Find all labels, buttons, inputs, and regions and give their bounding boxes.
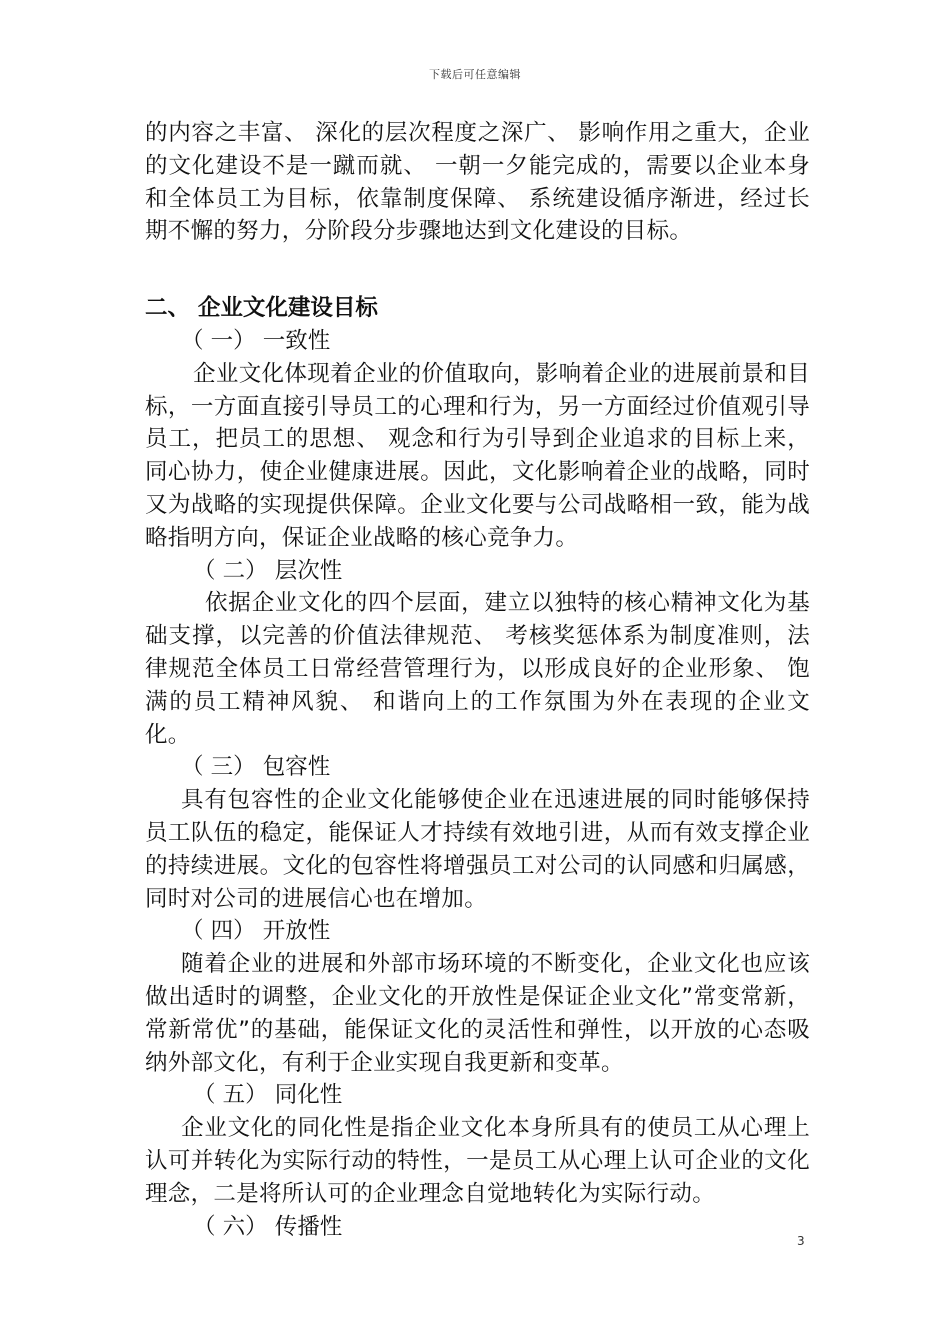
page-header: 下载后可任意编辑 bbox=[429, 68, 521, 81]
item-body-inclusiveness: 具有包容性的企业文化能够使企业在迅速进展的同时能够保持员工队伍的稳定，能保证人才持续有效地引进，从而有效支撑企业的持续进展。文化的包容性将增强员工对公司的认同感和归属感，同时对公司的进展信心也在增加。 bbox=[145, 787, 810, 912]
item-body-assimilation: 企业文化的同化性是指企业文化本身所具有的使员工从心理上认可并转化为实际行动的特性，一是员工从心理上认可企业的文化理念，二是将所认可的企业理念自觉地转化为实际行动。 bbox=[145, 1115, 810, 1207]
document-body bbox=[145, 117, 810, 1243]
intro-paragraph: 的内容之丰富、 深化的层次程度之深广、 影响作用之重大，企业的文化建设不是一蹴而就、 一朝一夕能完成的，需要以企业本身和全体员工为目标，依靠制度保障、 系统建设循序渐进，经过长期不懈的努力，分阶段分步骤地达到文化建设的目标。 bbox=[145, 120, 810, 245]
item-body-hierarchy: 依据企业文化的四个层面，建立以独特的核心精神文化为基础支撑，以完善的价值法律规范、 考核奖惩体系为制度准则，法律规范全体员工日常经营管理行为，以形成良好的企业形象、 饱满的员工精神风貌、 和谐向上的工作氛围为外在表现的企业文化。 bbox=[145, 590, 810, 748]
item-body-consistency: 企业文化体现着企业的价值取向，影响着企业的进展前景和目标，一方面直接引导员工的心理和行为，另一方面经过价值观引导员工，把员工的思想、 观念和行为引导到企业追求的目标上来，同心协力，使企业健康进展。因此，文化影响着企业的战略，同时又为战略的实现提供保障。企业文化要与公司战略相一致，能为战略指明方向，保证企业战略的核心竞争力。 bbox=[145, 360, 810, 551]
item-body-openness: 随着企业的进展和外部市场环境的不断变化，企业文化也应该做出适时的调整，企业文化的开放性是保证企业文化”常变常新，常新常优”的基础，能保证文化的灵活性和弹性，以开放的心态吸纳外部文化，有利于企业实现自我更新和变革。 bbox=[145, 951, 810, 1076]
item-title-assimilation: （ 五） 同化性 bbox=[193, 1082, 343, 1109]
item-title-dissemination: （ 六） 传播性 bbox=[193, 1213, 343, 1240]
section-title: 二、 企业文化建设目标 bbox=[145, 295, 378, 322]
page-number: 3 bbox=[797, 1234, 805, 1248]
section-gap bbox=[145, 248, 810, 292]
item-title-hierarchy: （ 二） 层次性 bbox=[193, 557, 343, 584]
item-title-openness: （ 四） 开放性 bbox=[181, 918, 331, 945]
item-title-consistency: （ 一） 一致性 bbox=[181, 327, 331, 354]
item-title-inclusiveness: （ 三） 包容性 bbox=[181, 754, 331, 781]
